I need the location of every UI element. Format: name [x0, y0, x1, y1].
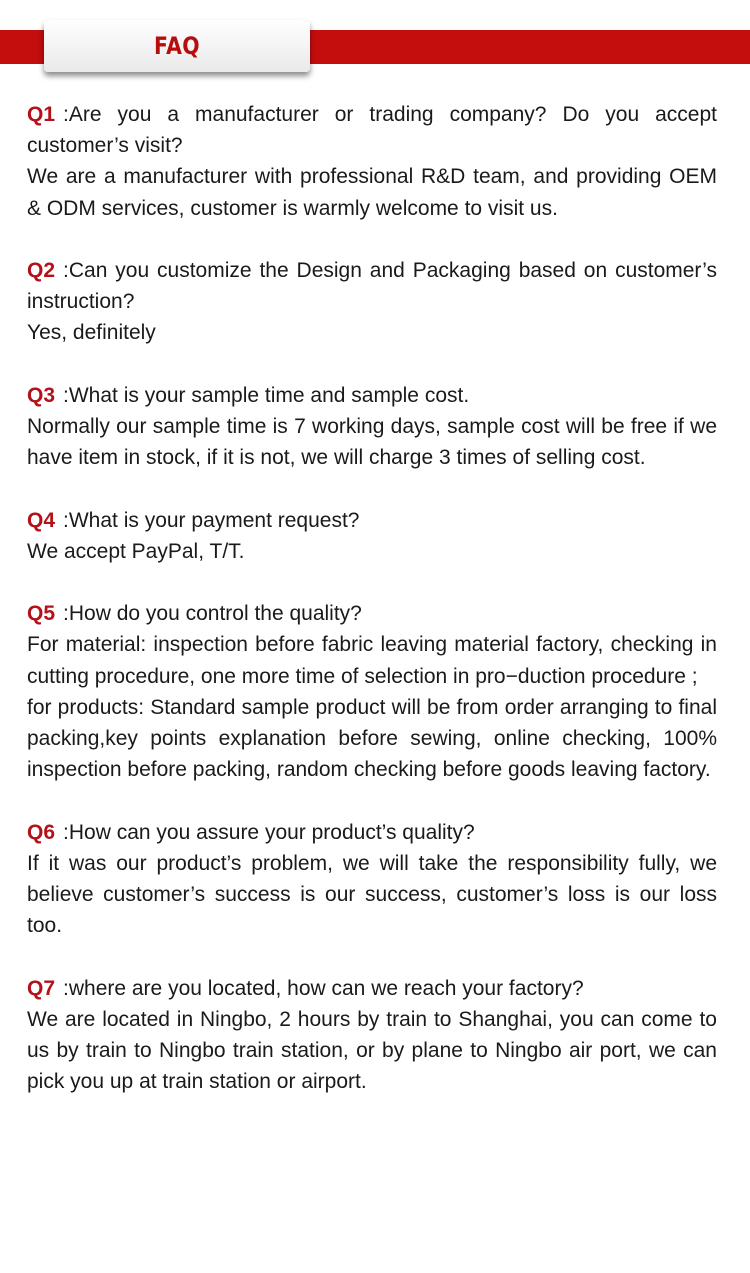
question [27, 505, 717, 536]
answer: We accept PayPal, T/T. [27, 539, 245, 563]
faq-item-q4 [27, 505, 717, 567]
question [27, 817, 717, 848]
faq-item-q2 [27, 255, 717, 349]
question [27, 255, 717, 317]
faq-item-q1 [27, 99, 717, 224]
faq-item-q5 [27, 598, 717, 785]
question-label: Q6 [27, 820, 56, 844]
question-label: Q7 [27, 976, 56, 1000]
question-text: :where are you located, how can we reach your factory? [63, 976, 584, 1000]
answer: Yes, definitely [27, 321, 156, 345]
answer: for products: Standard sample product will be from order arranging to final packing,key points explanation before sewing, online checking, 100% inspection before packing, random checking before goods leaving factory. [27, 695, 717, 782]
question-label: Q3 [27, 383, 56, 407]
faq-item-q6 [27, 817, 717, 942]
question-label: Q5 [27, 602, 56, 626]
question-label: Q1 [27, 103, 56, 126]
answer: Normally our sample time is 7 working days, sample cost will be free if we have item in stock, if it is not, we will charge 3 times of selling cost. [27, 415, 717, 470]
question-text: :How can you assure your product’s quality? [63, 820, 475, 844]
question [27, 380, 717, 411]
faq-list [27, 99, 717, 1129]
answer: We are a manufacturer with professional R&D team, and providing OEM & ODM services, customer is warmly welcome to visit us. [27, 165, 717, 220]
faq-item-q3 [27, 380, 717, 474]
faq-item-q7 [27, 973, 717, 1098]
question-label: Q2 [27, 259, 56, 282]
question-label: Q4 [27, 508, 56, 532]
question-text: :What is your payment request? [63, 508, 360, 532]
question-text: :Can you customize the Design and Packaging based on customer’s instruction? [27, 259, 717, 314]
answer: If it was our product’s problem, we will take the responsibility fully, we believe customer’s success is our success, customer’s loss is our loss too. [27, 851, 717, 938]
answer: We are located in Ningbo, 2 hours by train to Shanghai, you can come to us by train to Ningbo train station, or by plane to Ningbo air port, we can pick you up at train station or airport. [27, 1007, 717, 1094]
answer: For material: inspection before fabric leaving material factory, checking in cutting procedure, one more time of selection in pro−duction procedure ; [27, 633, 717, 688]
question [27, 99, 717, 161]
question-text: :What is your sample time and sample cost. [63, 383, 470, 407]
faq-header-tab [44, 20, 310, 72]
question-text: :Are you a manufacturer or trading company? Do you accept customer’s visit? [27, 103, 717, 158]
question [27, 598, 717, 629]
question [27, 973, 717, 1004]
question-text: :How do you control the quality? [63, 602, 362, 626]
page-title: FAQ [153, 32, 201, 60]
